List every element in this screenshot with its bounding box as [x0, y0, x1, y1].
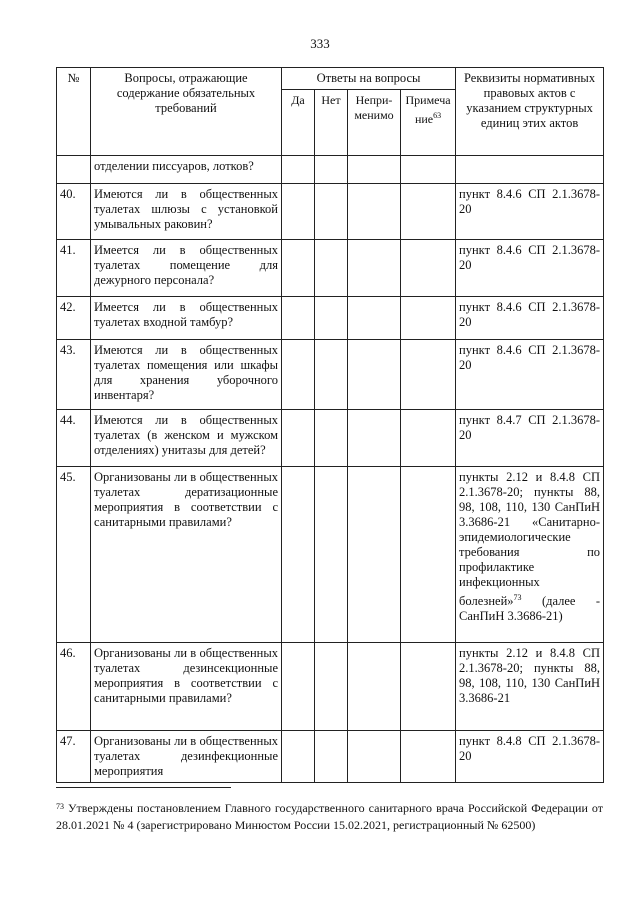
footnote: [56, 798, 603, 834]
continuation-question: отделении писсуаров, лотков?: [91, 156, 282, 184]
table-row: [57, 643, 604, 731]
row-requisites: пункт 8.4.6 СП 2.1.3678-20: [456, 340, 604, 410]
table-row: [57, 297, 604, 340]
header-requisites: Реквизиты нормативных правовых актов с указанием структурных единиц этих актов: [456, 68, 604, 156]
row-requisites-text: пункты 2.12 и 8.4.8 СП 2.1.3678-20; пункты 88, 98, 108, 110, 130 СанПиН 3.3686-21 «Санитарно-эпидемиологические требования по профилактике инфекционных болезней»: [459, 470, 601, 609]
row-number: 44.: [57, 410, 91, 467]
footnote-text: Утверждены постановлением Главного государственного санитарного врача Российской Федерации от 28.01.2021 № 4 (зарегистрировано Минюстом России 15.02.2021, регистрационный № 62500): [56, 801, 603, 832]
header-note-label: Примеча ние: [405, 93, 451, 126]
row-number: 42.: [57, 297, 91, 340]
row-requisites: [456, 467, 604, 643]
row-number: 40.: [57, 184, 91, 240]
header-answers: Ответы на вопросы: [282, 68, 456, 90]
row-number: 43.: [57, 340, 91, 410]
requirements-table: [56, 67, 604, 783]
row-question: Имеются ли в общественных туалетах шлюзы с установкой умывальных раковин?: [91, 184, 282, 240]
row-requisites: пункт 8.4.6 СП 2.1.3678-20: [456, 297, 604, 340]
header-na: Непри-менимо: [348, 90, 401, 156]
header-yes: Да: [282, 90, 315, 156]
footnote-mark: 73: [56, 802, 64, 811]
row-question: Имеются ли в общественных туалетах помещения или шкафы для хранения уборочного инвентаря?: [91, 340, 282, 410]
table-row: [57, 156, 604, 184]
row-question: Имеется ли в общественных туалетах помещение для дежурного персонала?: [91, 240, 282, 297]
row-number: 47.: [57, 731, 91, 783]
table-row: [57, 731, 604, 783]
row-requisites-tail: (далее - СанПиН 3.3686-21): [459, 594, 601, 624]
row-requisites: пункт 8.4.7 СП 2.1.3678-20: [456, 410, 604, 467]
table-row: [57, 467, 604, 643]
header-questions: Вопросы, отражающие содержание обязательных требований: [91, 68, 282, 156]
header-num: №: [57, 68, 91, 156]
row-number: 41.: [57, 240, 91, 297]
row-question: Организованы ли в общественных туалетах дезинсекционные мероприятия в соответствии с санитарными правилами?: [91, 643, 282, 731]
header-note-sup: 63: [433, 111, 442, 120]
row-number: 45.: [57, 467, 91, 643]
page-number: 333: [310, 36, 330, 51]
footnote-separator: [56, 787, 231, 788]
row-requisites: пункты 2.12 и 8.4.8 СП 2.1.3678-20; пункты 88, 98, 108, 110, 130 СанПиН 3.3686-21: [456, 643, 604, 731]
header-row: [57, 68, 604, 90]
table-row: [57, 240, 604, 297]
table-row: [57, 410, 604, 467]
row-question: Организованы ли в общественных туалетах дератизационные мероприятия в соответствии с санитарными правилами?: [91, 467, 282, 643]
row-requisites: пункт 8.4.6 СП 2.1.3678-20: [456, 240, 604, 297]
row-question: Организованы ли в общественных туалетах дезинфекционные мероприятия: [91, 731, 282, 783]
row-requisites: пункт 8.4.6 СП 2.1.3678-20: [456, 184, 604, 240]
header-note: [401, 90, 456, 156]
table-row: [57, 184, 604, 240]
row-number: 46.: [57, 643, 91, 731]
row-question: Имеется ли в общественных туалетах входной тамбур?: [91, 297, 282, 340]
table-row: [57, 340, 604, 410]
header-no: Нет: [315, 90, 348, 156]
footnote-ref: 73: [513, 593, 522, 602]
row-question: Имеются ли в общественных туалетах (в женском и мужском отделениях) унитазы для детей?: [91, 410, 282, 467]
row-requisites: пункт 8.4.8 СП 2.1.3678-20: [456, 731, 604, 783]
